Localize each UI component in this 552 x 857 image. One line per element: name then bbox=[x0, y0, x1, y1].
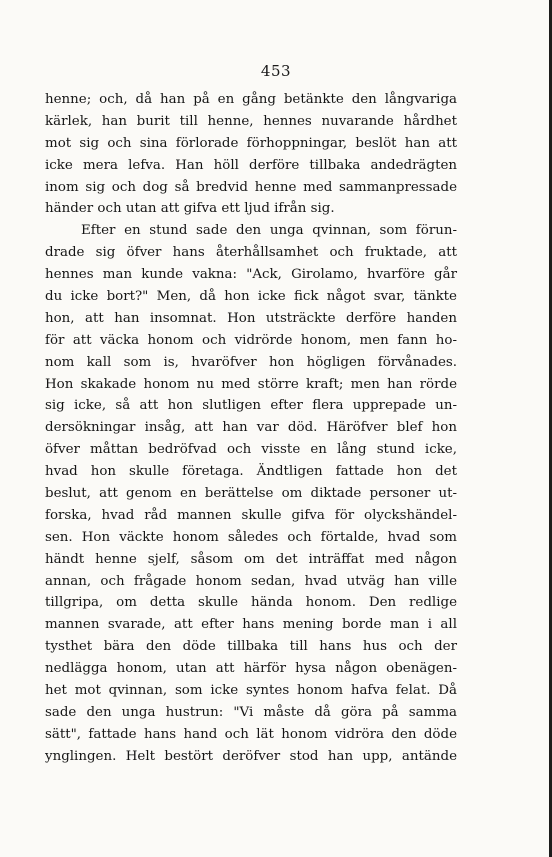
text-line: mot sig och sina förlorade förhoppningar, beslöt han att bbox=[45, 135, 457, 151]
text-line: tillgripa, om detta skulle hända honom. Den redlige bbox=[45, 595, 457, 611]
text-line: för att väcka honom och vidrörde honom, men fann ho- bbox=[45, 332, 457, 348]
text-line: nedlägga honom, utan att härför hysa någon obenägen- bbox=[45, 661, 457, 677]
text-line: hon, att han insomnat. Hon utsträckte derföre handen bbox=[45, 310, 457, 326]
text-line: Hon skakade honom nu med större kraft; men han rörde bbox=[45, 376, 457, 392]
text-line: forska, hvad råd mannen skulle gifva för olyckshändel- bbox=[45, 507, 457, 523]
body-text bbox=[45, 89, 457, 768]
text-line: tysthet bära den döde tillbaka till hans hus och der bbox=[45, 639, 457, 655]
text-line: inom sig och dog så bredvid henne med sammanpressade bbox=[45, 179, 457, 195]
text-line: öfver måttan bedröfvad och visste en lång stund icke, bbox=[45, 442, 457, 458]
text-line: icke mera lefva. Han höll derföre tillbaka andedrägten bbox=[45, 157, 457, 173]
text-line: sade den unga hustrun: "Vi måste då göra på samma bbox=[45, 704, 457, 720]
text-line: ynglingen. Helt bestört deröfver stod han upp, antände bbox=[45, 748, 457, 764]
page-number: 453 bbox=[260, 62, 292, 80]
text-line: kärlek, han burit till henne, hennes nuvarande hårdhet bbox=[45, 113, 457, 129]
text-line: sätt", fattade hans hand och lät honom vidröra den döde bbox=[45, 726, 457, 742]
text-line: hennes man kunde vakna: "Ack, Girolamo, hvarföre går bbox=[45, 267, 457, 283]
text-line: dersökningar insåg, att han var död. Häröfver blef hon bbox=[45, 420, 457, 436]
text-line: du icke bort?" Men, då hon icke fick något svar, tänkte bbox=[45, 289, 457, 305]
text-line: drade sig öfver hans återhållsamhet och fruktade, att bbox=[45, 245, 457, 261]
text-line: händer och utan att gifva ett ljud ifrån sig. bbox=[45, 201, 335, 217]
text-line: annan, och frågade honom sedan, hvad utväg han ville bbox=[45, 573, 457, 589]
text-line: nom kall som is, hvaröfver hon högligen förvånades. bbox=[45, 354, 457, 370]
text-line: beslut, att genom en berättelse om diktade personer ut- bbox=[45, 486, 457, 502]
text-line: sig icke, så att hon slutligen efter flera upprepade un- bbox=[45, 398, 457, 414]
text-line: henne; och, då han på en gång betänkte den långvariga bbox=[45, 92, 457, 107]
text-line: sen. Hon väckte honom således och förtalde, hvad som bbox=[45, 529, 457, 545]
text-line: mannen svarade, att efter hans mening borde man i all bbox=[45, 617, 457, 633]
text-line: Efter en stund sade den unga qvinnan, som förun- bbox=[81, 223, 457, 239]
text-line: händt henne sjelf, såsom om det inträffat med någon bbox=[45, 551, 457, 567]
text-line: hvad hon skulle företaga. Ändtligen fattade hon det bbox=[45, 464, 457, 480]
text-line: het mot qvinnan, som icke syntes honom hafva felat. Då bbox=[45, 683, 457, 699]
